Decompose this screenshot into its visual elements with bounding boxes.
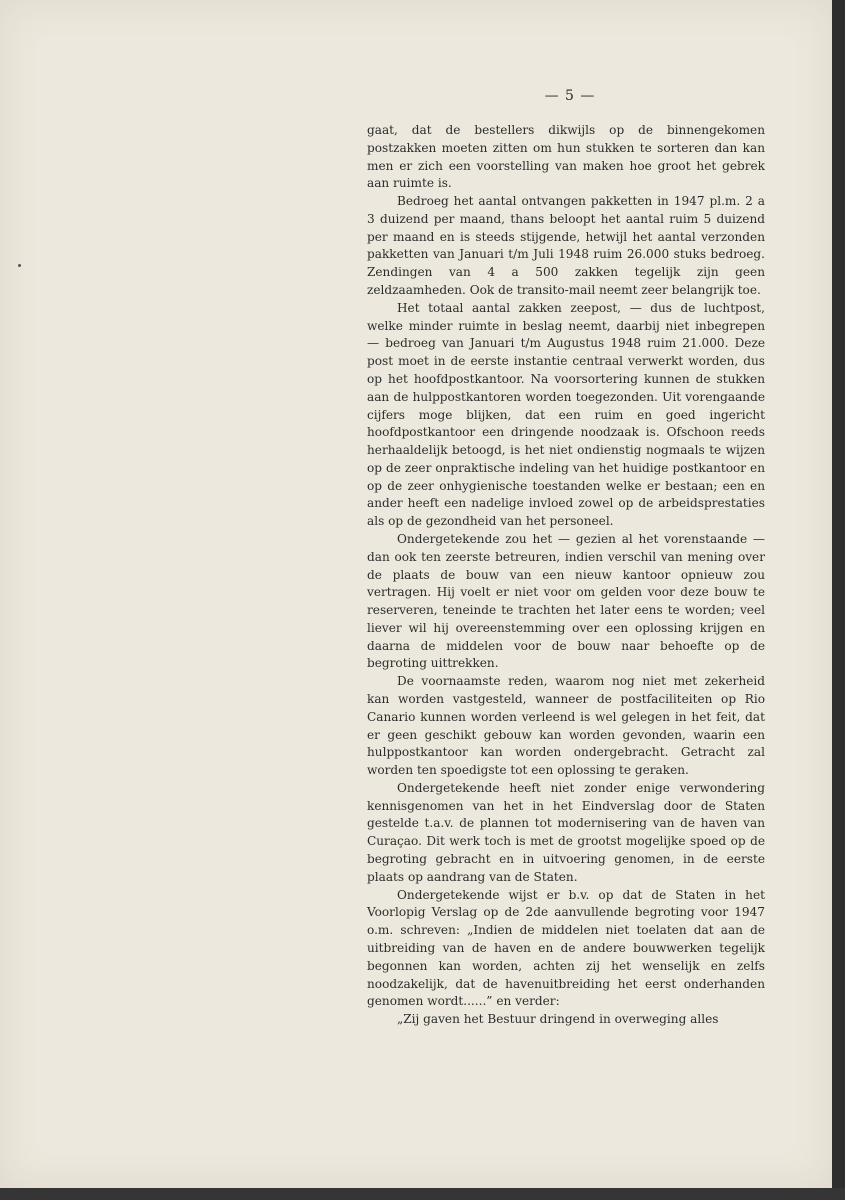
scan-bottom-border	[0, 1188, 845, 1200]
paragraph: Ondergetekende zou het — gezien al het vorenstaande — dan ook ten zeerste betreuren, indien verschil van mening over de plaats de bouw van een nieuw kantoor opnieuw zou vertragen. Hij voelt er niet voor om gelden voor deze bouw te reserveren, teneinde te trachten het later eens te worden; veel liever wil hij overeenstemming over een oplossing krijgen en daarna de middelen voor de bouw naar behoefte op de begroting uittrekken.	[367, 531, 765, 671]
paragraph: Ondergetekende heeft niet zonder enige verwondering kennisgenomen van het in het Eindverslag door de Staten gestelde t.a.v. de plannen tot modernisering van de haven van Curaçao. Dit werk toch is met de grootst mogelijke spoed op de begroting gebracht en in uitvoering genomen, in de eerste plaats op aandrang van de Staten.	[367, 780, 765, 884]
paragraph: gaat, dat de bestellers dikwijls op de binnengekomen postzakken moeten zitten om hun stukken te sorteren dan kan men er zich een voorstelling van maken hoe groot het gebrek aan ruimte is.	[367, 123, 765, 191]
paragraph: Het totaal aantal zakken zeepost, — dus de luchtpost, welke minder ruimte in beslag neemt, daarbij niet inbegrepen — bedroeg van Januari t/m Augustus 1948 ruim 21.000. Deze post moet in de eerste instantie centraal verwerkt worden, dus op het hoofdpostkantoor. Na voorsortering kunnen de stukken aan de hulppostkantoren worden toegezonden. Uit vorengaande cijfers moge blijken, dat een ruim en goed ingericht hoofdpostkantoor een dringende noodzaak is. Ofschoon reeds herhaaldelijk betoogd, is het niet ondienstig nogmaals te wijzen op de zeer onpraktische indeling van het huidige postkantoor en op de zeer onhygienische toestanden welke er bestaan; een en ander heeft een nadelige invloed zowel op de arbeidsprestaties als op de gezondheid van het personeel.	[367, 300, 765, 529]
scan-right-border	[832, 0, 845, 1200]
paragraph: „Zij gaven het Bestuur dringend in overweging alles	[397, 1012, 719, 1027]
body-text-column	[367, 122, 765, 1029]
page-number: — 5 —	[544, 88, 596, 104]
paragraph: Bedroeg het aantal ontvangen pakketten in 1947 pl.m. 2 a 3 duizend per maand, thans beloopt het aantal ruim 5 duizend per maand en is steeds stijgende, hetwijl het aantal verzonden pakketten van Januari t/m Juli 1948 ruim 26.000 stuks bedroeg. Zendingen van 4 a 500 zakken tegelijk zijn geen zeldzaamheden. Ook de transito-mail neemt zeer belangrijk toe.	[367, 194, 765, 298]
margin-mark	[18, 264, 21, 267]
paragraph: De voornaamste reden, waarom nog niet met zekerheid kan worden vastgesteld, wanneer de postfaciliteiten op Rio Canario kunnen worden verleend is wel gelegen in het feit, dat er geen geschikt gebouw kan worden gevonden, waarin een hulppostkantoor kan worden ondergebracht. Getracht zal worden ten spoedigste tot een oplossing te geraken.	[367, 674, 765, 778]
paragraph: Ondergetekende wijst er b.v. op dat de Staten in het Voorlopig Verslag op de 2de aanvullende begroting voor 1947 o.m. schreven: „Indien de middelen niet toelaten dat aan de uitbreiding van de haven en de andere bouwwerken tegelijk begonnen kan worden, achten zij het wenselijk en zelfs noodzakelijk, dat de havenuitbreiding het eerst onderhanden genomen wordt......” en verder:	[367, 887, 765, 1009]
